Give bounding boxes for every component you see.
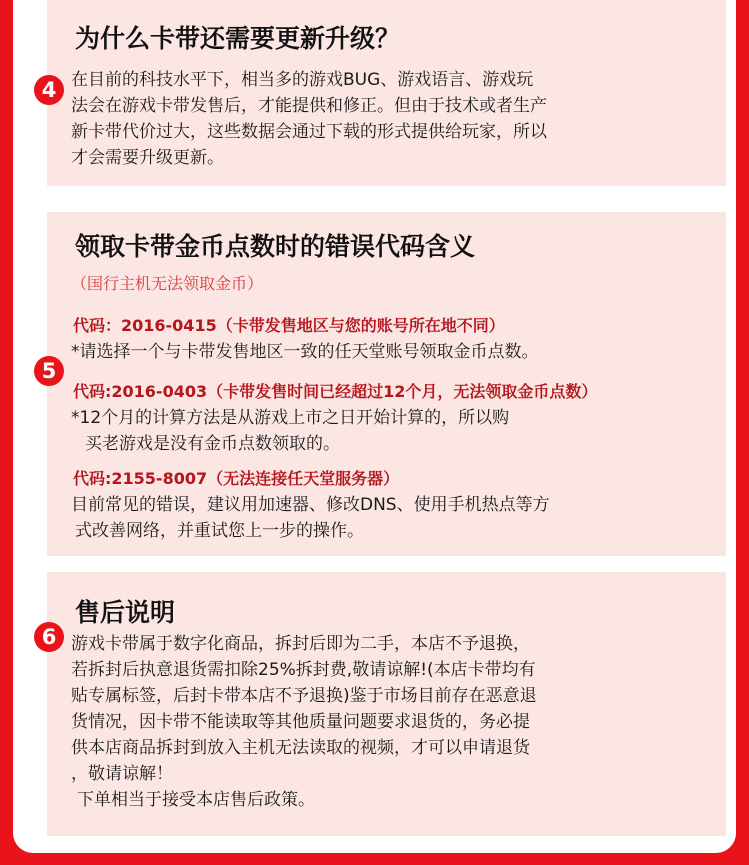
text-line: *请选择一个与卡带发售地区一致的任天堂账号领取金币点数。 (71, 342, 539, 362)
text-line: 法会在游戏卡带发售后，才能提供和修正。但由于技术或者生产 (71, 96, 547, 116)
error-codes-title: 领取卡带金币点数时的错误代码含义 (75, 232, 476, 261)
text-line: 才会需要升级更新。 (71, 148, 224, 168)
error-code-label: 代码:2016-0403（卡带发售时间已经超过12个月，无法领取金币点数） (73, 382, 598, 401)
after-sales-text (71, 631, 537, 813)
section-number-badge: 4 (34, 75, 64, 105)
text-line: 货情况，因卡带不能读取等其他质量问题要求退货的，务必提 (71, 712, 530, 732)
text-line: 目前常见的错误，建议用加速器、修改DNS、使用手机热点等方 (71, 495, 550, 515)
error-code-explanation (71, 492, 550, 544)
section-number-badge: 6 (34, 622, 64, 652)
update-reason-title: 为什么卡带还需要更新升级？ (75, 24, 401, 53)
text-line: 式改善网络，并重试您上一步的操作。 (75, 521, 364, 541)
content-panel (13, 0, 736, 853)
text-line: 买老游戏是没有金币点数领取的。 (85, 434, 340, 454)
error-code-explanation (71, 339, 539, 365)
text-line: 供本店商品拆封到放入主机无法读取的视频，才可以申请退货 (71, 738, 530, 758)
error-code-explanation (71, 405, 509, 457)
text-line: *12个月的计算方法是从游戏上市之日开始计算的，所以购 (71, 408, 510, 428)
text-line: 下单相当于接受本店售后政策。 (77, 790, 315, 810)
text-line: 新卡带代价过大，这些数据会通过下载的形式提供给玩家，所以 (71, 122, 547, 142)
text-line: 若拆封后执意退货需扣除25%拆封费,敬请谅解!(本店卡带均有 (71, 660, 536, 680)
error-code-label: 代码:2155-8007（无法连接任天堂服务器） (73, 469, 400, 488)
error-codes-note: （国行主机无法领取金币） (71, 274, 264, 293)
text-line: ，敬请谅解！ (71, 764, 173, 784)
update-reason-text (71, 67, 547, 171)
text-line: 游戏卡带属于数字化商品，拆封后即为二手，本店不予退换， (71, 634, 530, 654)
error-code-label: 代码：2016-0415（卡带发售地区与您的账号所在地不同） (73, 316, 505, 335)
text-line: 贴专属标签，后封卡带本店不予退换)鉴于市场目前存在恶意退 (71, 686, 537, 706)
after-sales-title: 售后说明 (75, 598, 176, 627)
section-number-badge: 5 (34, 356, 64, 386)
text-line: 在目前的科技水平下，相当多的游戏BUG、游戏语言、游戏玩 (71, 70, 534, 90)
